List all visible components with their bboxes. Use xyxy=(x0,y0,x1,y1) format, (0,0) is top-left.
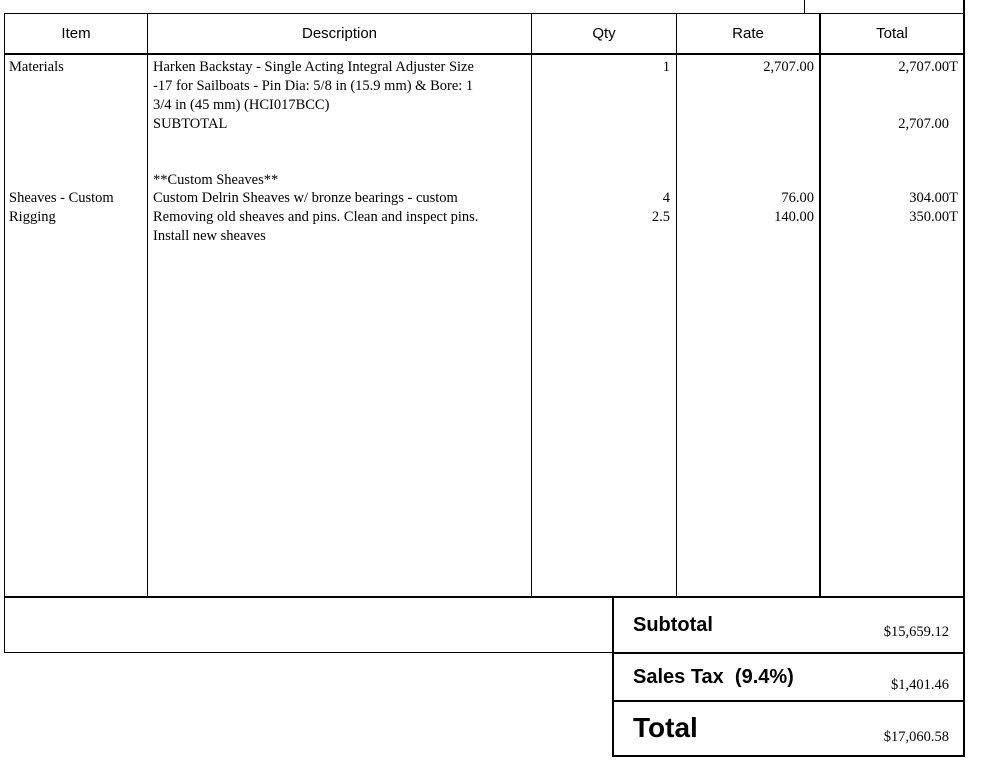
total-label: Total xyxy=(633,712,698,743)
section-heading: **Custom Sheaves** xyxy=(153,172,279,188)
subtotal-row-total: 2,707.00 xyxy=(898,116,949,132)
row-qty: 1 xyxy=(662,59,670,75)
row-description: Harken Backstay - Single Acting Integral Adjuster Size xyxy=(153,59,474,75)
row-qty: 4 xyxy=(662,190,670,206)
row-total: 304.00T xyxy=(909,190,958,206)
sales-tax-value: $1,401.46 xyxy=(891,677,949,693)
header-total: Total xyxy=(876,25,908,42)
row-total: 350.00T xyxy=(909,209,958,225)
header-qty: Qty xyxy=(592,25,616,42)
sales-tax-label: Sales Tax (9.4%) xyxy=(633,666,794,688)
row-description: 3/4 in (45 mm) (HCI017BCC) xyxy=(153,97,330,113)
row-description: Removing old sheaves and pins. Clean and inspect pins. xyxy=(153,209,479,225)
row-description: Custom Delrin Sheaves w/ bronze bearings - custom xyxy=(153,190,458,206)
row-item: Rigging xyxy=(9,209,56,225)
row-item: Materials xyxy=(9,59,64,75)
total-value: $17,060.58 xyxy=(883,729,949,745)
row-total: 2,707.00T xyxy=(898,59,958,75)
row-description: -17 for Sailboats - Pin Dia: 5/8 in (15.9 mm) & Bore: 1 xyxy=(153,78,474,94)
subtotal-label: Subtotal xyxy=(633,614,713,636)
subtotal-row-label: SUBTOTAL xyxy=(153,116,228,132)
row-rate: 2,707.00 xyxy=(763,59,814,75)
subtotal-value: $15,659.12 xyxy=(883,624,949,640)
row-item: Sheaves - Custom xyxy=(9,190,114,206)
row-description: Install new sheaves xyxy=(153,228,266,244)
header-description: Description xyxy=(301,25,378,42)
header-item: Item xyxy=(61,25,91,42)
row-rate: 140.00 xyxy=(774,209,814,225)
header-rate: Rate xyxy=(732,25,764,42)
row-rate: 76.00 xyxy=(781,190,814,206)
row-qty: 2.5 xyxy=(651,209,670,225)
